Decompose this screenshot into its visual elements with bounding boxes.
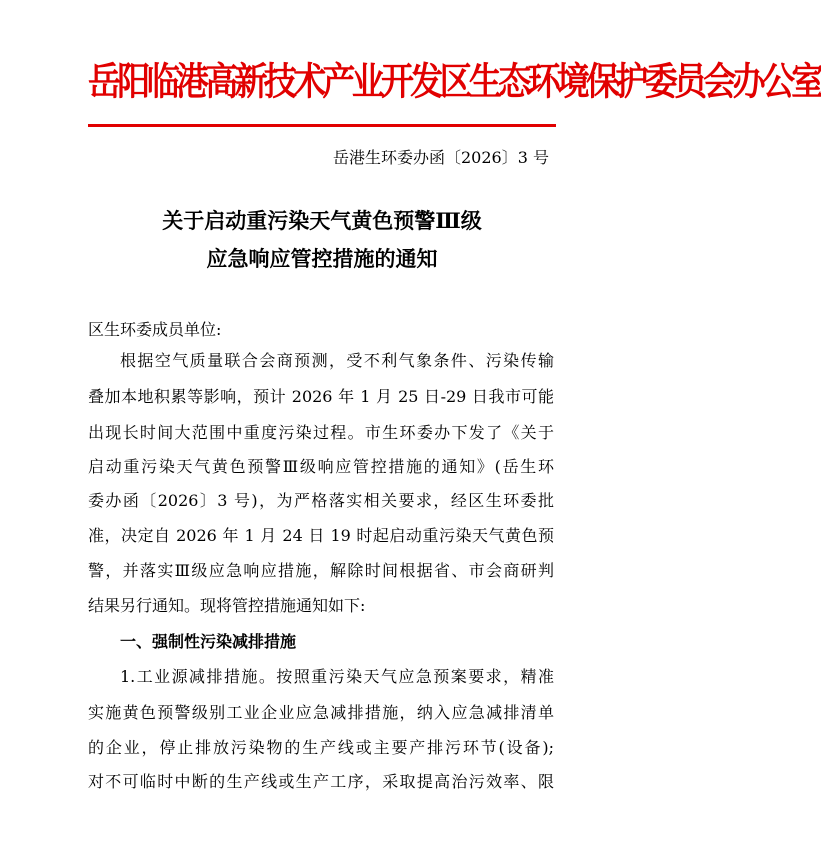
body-text-line: 实施黄色预警级别工业企业应急减排措施，纳入应急减排清单: [88, 703, 554, 722]
document-number: 岳港生环委办函〔2026〕3 号: [333, 148, 549, 167]
body-text-line: 结果另行通知。现将管控措施通知如下:: [88, 596, 366, 615]
body-text-line: 1.工业源减排措施。按照重污染天气应急预案要求，精准: [120, 667, 554, 686]
letterhead-title: 岳阳临港高新技术产业开发区生态环境保护委员会办公室: [88, 59, 821, 104]
section-heading: 一、强制性污染减排措施: [120, 632, 297, 651]
body-text-line: 委办函〔2026〕3 号)，为严格落实相关要求，经区生环委批: [88, 491, 554, 510]
body-text-line: 准，决定自 2026 年 1 月 24 日 19 时起启动重污染天气黄色预: [88, 526, 554, 545]
document-title-line-2: 应急响应管控措施的通知: [206, 246, 438, 271]
body-text-line: 出现长时间大范围中重度污染过程。市生环委办下发了《关于: [88, 423, 554, 442]
body-text-line: 对不可临时中断的生产线或生产工序，采取提高治污效率、限: [88, 772, 554, 791]
body-text-line: 根据空气质量联合会商预测，受不利气象条件、污染传输: [120, 351, 554, 370]
body-text-line: 叠加本地积累等影响，预计 2026 年 1 月 25 日-29 日我市可能: [88, 387, 554, 406]
body-text-line: 的企业，停止排放污染物的生产线或主要产排污环节(设备);: [88, 738, 554, 757]
addressee: 区生环委成员单位:: [88, 320, 222, 339]
body-text-line: 启动重污染天气黄色预警Ⅲ级响应管控措施的通知》(岳生环: [88, 457, 554, 476]
document-title-line-1: 关于启动重污染天气黄色预警Ⅲ级: [162, 208, 482, 233]
red-divider-line: [88, 124, 556, 127]
body-text-line: 警，并落实Ⅲ级应急响应措施，解除时间根据省、市会商研判: [88, 561, 554, 580]
